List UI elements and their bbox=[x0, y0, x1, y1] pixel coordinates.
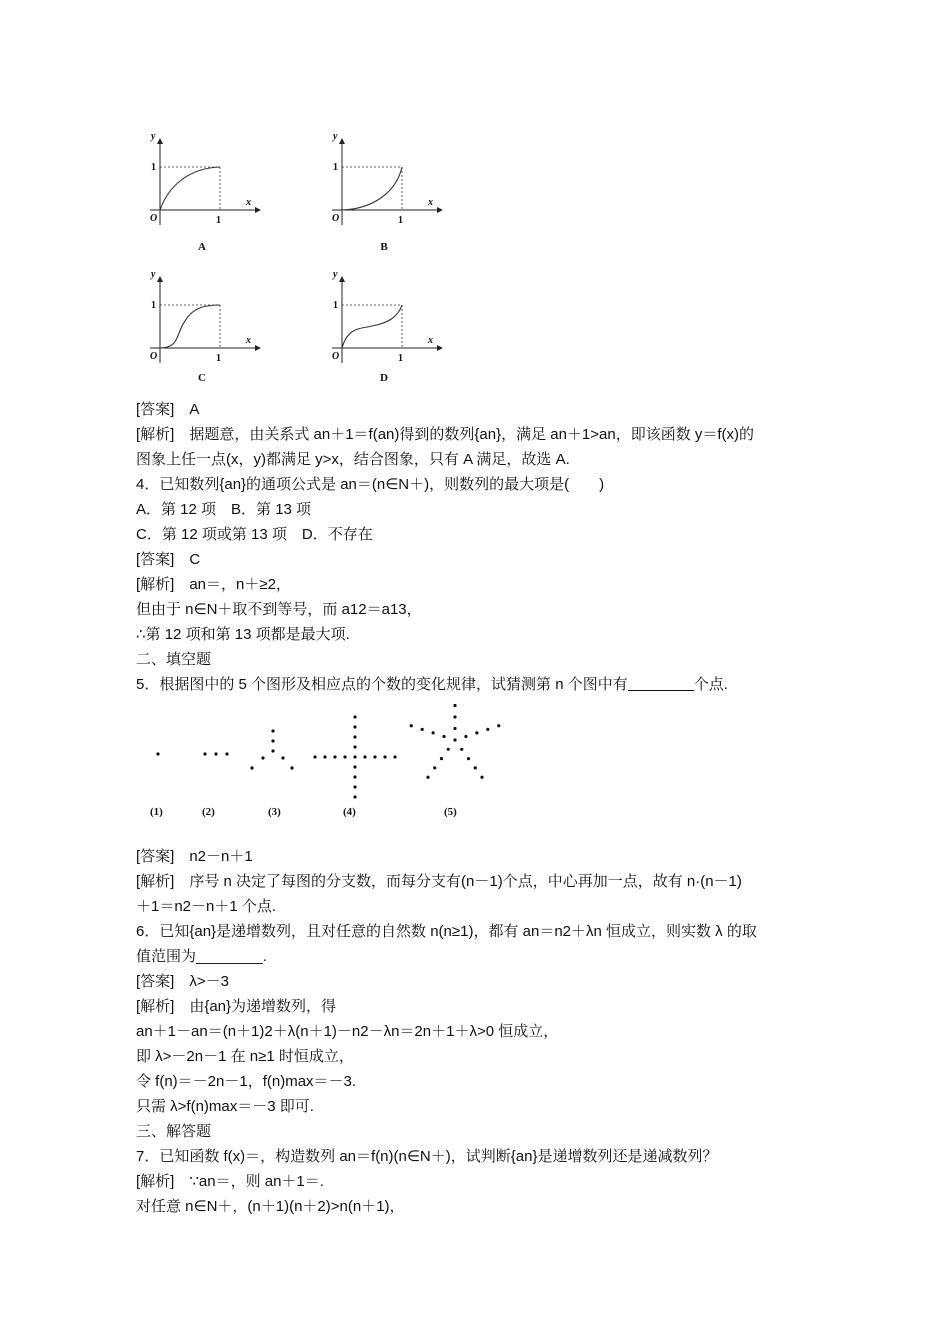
text-line: [答案] n2－n＋1 bbox=[136, 848, 253, 865]
text-line: 6．已知{an}是递增数列，且对任意的自然数 n(n≥1)，都有 an＝n2＋λn 恒成立，则实数 λ 的取 bbox=[136, 923, 757, 940]
dot bbox=[442, 735, 445, 738]
graph-svg bbox=[312, 263, 452, 373]
dot bbox=[480, 776, 483, 779]
dot bbox=[290, 766, 293, 769]
graph-svg bbox=[130, 263, 270, 373]
dot bbox=[281, 756, 284, 759]
dot bbox=[261, 756, 264, 759]
q5-text: 5．根据图中的 5 个图形及相应点的个数的变化规律，试猜测第 n 个图中有 bbox=[136, 676, 628, 693]
upper-text bbox=[136, 397, 826, 697]
x-axis-label: x bbox=[428, 197, 433, 208]
text-line: A．第 12 项 B．第 13 项 bbox=[136, 501, 312, 518]
function-graphs bbox=[130, 125, 490, 400]
dot bbox=[353, 715, 356, 718]
dot bbox=[225, 752, 228, 755]
dot-label-3: (3) bbox=[268, 806, 281, 818]
dot bbox=[433, 766, 436, 769]
graph-a bbox=[130, 125, 270, 255]
y-axis-label: y bbox=[151, 269, 156, 280]
x-axis-label: x bbox=[246, 335, 251, 346]
text-line: ＋1＝n2－n＋1 个点. bbox=[136, 898, 277, 915]
dot bbox=[203, 752, 206, 755]
dot bbox=[497, 724, 500, 727]
text-line: [答案] C bbox=[136, 551, 201, 568]
function-curve bbox=[160, 167, 220, 210]
y-axis-label: y bbox=[151, 131, 156, 142]
text-line: [解析] ∵an＝，则 an＋1＝. bbox=[136, 1173, 324, 1190]
dot bbox=[453, 715, 456, 718]
dot bbox=[467, 757, 470, 760]
origin-label: O bbox=[332, 351, 340, 362]
answer-blank bbox=[628, 676, 694, 691]
y-tick-label: 1 bbox=[151, 300, 156, 311]
dot bbox=[460, 748, 463, 751]
dot bbox=[343, 755, 346, 758]
dot bbox=[363, 755, 366, 758]
text-line: 但由于 n∈N＋取不到等号，而 a12＝a13， bbox=[136, 601, 422, 618]
graph-d-caption: D bbox=[380, 372, 388, 384]
dot bbox=[323, 755, 326, 758]
y-axis-label: y bbox=[333, 131, 338, 142]
dot bbox=[214, 752, 217, 755]
graph-svg bbox=[130, 125, 270, 235]
text-line: an＋1－an＝(n＋1)2＋λ(n＋1)－n2－λn＝2n＋1＋λ>0 恒成立， bbox=[136, 1023, 559, 1040]
text-line: [解析] an＝，n＋≥2， bbox=[136, 576, 291, 593]
text-line: 4．已知数列{an}的通项公式是 an＝(n∈N＋)，则数列的最大项是( ) bbox=[136, 476, 605, 493]
dot bbox=[353, 735, 356, 738]
dot bbox=[353, 725, 356, 728]
q5-text-end: 个点. bbox=[693, 676, 728, 693]
function-curve bbox=[160, 305, 220, 348]
graph-a-caption: A bbox=[198, 241, 206, 253]
dot bbox=[453, 704, 456, 707]
text-line: 只需 λ>f(n)max＝－3 即可. bbox=[136, 1098, 314, 1115]
dot bbox=[453, 727, 456, 730]
text-line: [解析] 据题意，由关系式 an＋1＝f(an)得到的数列{an}，满足 an＋1>an，即该函数 y＝f(x)的 bbox=[136, 426, 755, 443]
dot bbox=[426, 776, 429, 779]
y-axis-label: y bbox=[333, 269, 338, 280]
text-line: [解析] 序号 n 决定了每图的分支数，而每分支有(n－1)个点，中心再加一点，故有 n·(n－1) bbox=[136, 873, 742, 890]
lower-text bbox=[136, 844, 826, 1219]
dot-label-4: (4) bbox=[343, 806, 356, 818]
origin-label: O bbox=[150, 213, 158, 224]
text-line: C．第 12 项或第 13 项 D．不存在 bbox=[136, 526, 373, 543]
dot-label-2: (2) bbox=[202, 806, 215, 818]
text-line: 7．已知函数 f(x)＝，构造数列 an＝f(n)(n∈N＋)，试判断{an}是递增数列还是递减数列？ bbox=[136, 1148, 718, 1165]
dot bbox=[353, 775, 356, 778]
dot bbox=[464, 735, 467, 738]
y-tick-label: 1 bbox=[333, 300, 338, 311]
dot bbox=[440, 757, 443, 760]
dot bbox=[156, 752, 159, 755]
dot bbox=[333, 755, 336, 758]
dot bbox=[353, 795, 356, 798]
dot bbox=[432, 731, 435, 734]
y-tick-label: 1 bbox=[333, 162, 338, 173]
text-line: 值范围为________. bbox=[136, 948, 267, 965]
y-tick-label: 1 bbox=[151, 162, 156, 173]
dot bbox=[353, 755, 356, 758]
dot bbox=[486, 728, 489, 731]
dot bbox=[383, 755, 386, 758]
text-line: 即 λ>－2n－1 在 n≥1 时恒成立， bbox=[136, 1048, 354, 1065]
origin-label: O bbox=[150, 351, 158, 362]
x-tick-label: 1 bbox=[398, 215, 403, 226]
question-5 bbox=[136, 672, 826, 697]
x-tick-label: 1 bbox=[216, 215, 221, 226]
dot bbox=[271, 749, 274, 752]
dot bbox=[313, 755, 316, 758]
graph-b bbox=[312, 125, 452, 255]
text-line: [解析] 由{an}为递增数列，得 bbox=[136, 998, 337, 1015]
dot bbox=[271, 739, 274, 742]
dot bbox=[447, 748, 450, 751]
dot-label-5: (5) bbox=[444, 806, 457, 818]
graph-c-caption: C bbox=[198, 372, 206, 384]
dot bbox=[453, 738, 456, 741]
dot bbox=[353, 785, 356, 788]
x-axis-label: x bbox=[428, 335, 433, 346]
text-line: 令 f(n)＝－2n－1，f(n)max＝－3. bbox=[136, 1073, 357, 1090]
dot bbox=[421, 728, 424, 731]
dot bbox=[410, 724, 413, 727]
dot bbox=[271, 729, 274, 732]
text-line: 对任意 n∈N＋，(n＋1)(n＋2)>n(n＋1)， bbox=[136, 1198, 405, 1215]
x-tick-label: 1 bbox=[398, 353, 403, 364]
section-heading: 三、解答题 bbox=[136, 1123, 212, 1140]
dot bbox=[373, 755, 376, 758]
section-heading: 二、填空题 bbox=[136, 651, 212, 668]
text-line: [答案] A bbox=[136, 401, 200, 418]
text-line: 图象上任一点(x，y)都满足 y>x，结合图象，只有 A 满足，故选 A. bbox=[136, 451, 570, 468]
function-curve bbox=[342, 167, 402, 210]
dot bbox=[474, 766, 477, 769]
dot-pattern-figure bbox=[140, 700, 520, 825]
dot-label-1: (1) bbox=[150, 806, 163, 818]
graph-b-caption: B bbox=[380, 241, 388, 253]
graph-svg bbox=[312, 125, 452, 235]
dot bbox=[353, 745, 356, 748]
x-tick-label: 1 bbox=[216, 353, 221, 364]
dot bbox=[353, 765, 356, 768]
dot-patterns bbox=[140, 700, 520, 800]
origin-label: O bbox=[332, 213, 340, 224]
text-line: [答案] λ>－3 bbox=[136, 973, 229, 990]
function-curve bbox=[342, 305, 402, 348]
dot bbox=[393, 755, 396, 758]
dot bbox=[475, 731, 478, 734]
dot bbox=[250, 766, 253, 769]
text-line: ∴第 12 项和第 13 项都是最大项. bbox=[136, 626, 350, 643]
x-axis-label: x bbox=[246, 197, 251, 208]
